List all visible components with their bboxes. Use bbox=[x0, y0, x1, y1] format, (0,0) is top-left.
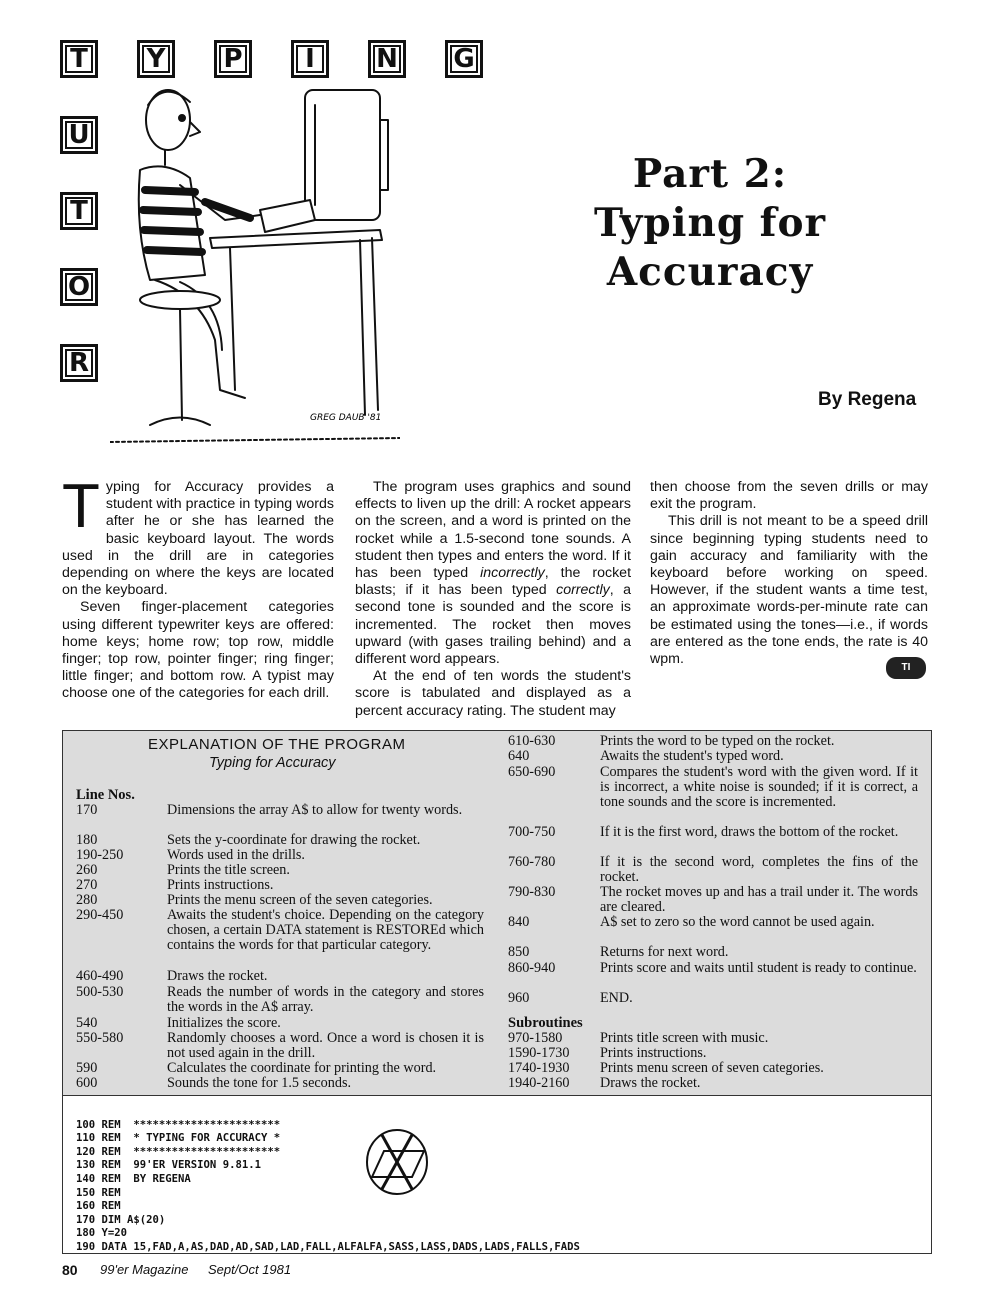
explanation-heading: EXPLANATION OF THE PROGRAM bbox=[148, 736, 406, 753]
code-line: 190 DATA 15,FAD,A,AS,DAD,AD,SAD,LAD,FALL,ALFALFA,SASS,LASS,DADS,LADS,FALLS,FADS bbox=[76, 1240, 580, 1253]
byline: By Regena bbox=[818, 389, 917, 410]
code-line: 120 REM *********************** bbox=[76, 1145, 281, 1158]
subroutines-heading: Subroutines bbox=[508, 1015, 583, 1031]
page-number: 80 bbox=[62, 1262, 78, 1278]
col3-paragraph-2: This drill is not meant to be a speed drill since beginning typing students need to gain accuracy and familiarity with the keyboard before working on speed. However, if the student wants a time test, an approximate words-per-minute rate can be estimated using the tones—i.e., if words are entered as the tone ends, the rate is 40 wpm. bbox=[650, 513, 928, 668]
logo-letter-o: O bbox=[60, 268, 98, 306]
code-line: 110 REM * TYPING FOR ACCURACY * bbox=[76, 1132, 281, 1145]
logo-letter-u: U bbox=[60, 116, 98, 154]
title-line-3: Accuracy bbox=[606, 249, 814, 295]
ti-end-mark-icon: TI bbox=[886, 657, 926, 679]
code-listing bbox=[76, 1105, 580, 1268]
col2-paragraph-1: The program uses graphics and sound effects to liven up the drill: A rocket appears on the screen, and a word is printed on the rocket while a 1.5-second tone sounds. A student then types and enters the word. If it has been typed incorrectly, the rocket blasts; if it has been typed correctly, a second tone is sounded and the score is incremented. The rocket then moves upward (with gases trailing behind) and a different word appears. bbox=[355, 479, 632, 668]
logo-letter-t: T bbox=[60, 40, 98, 78]
no-piracy-x-icon bbox=[358, 1127, 436, 1197]
col2-paragraph-2: At the end of ten words the student's score is tabulated and displayed as a percent accuracy rating. The student may bbox=[355, 668, 631, 719]
logo-letter-t2: T bbox=[60, 192, 98, 230]
title-line-1: Part 2: bbox=[632, 151, 788, 197]
article-column-3 bbox=[650, 479, 928, 668]
article-column-1 bbox=[62, 472, 334, 703]
logo-letter-r: R bbox=[60, 344, 98, 382]
code-line: 140 REM BY REGENA bbox=[76, 1172, 191, 1185]
article-column-2 bbox=[355, 479, 631, 720]
title-line-2: Typing for bbox=[593, 200, 827, 246]
drop-cap: T bbox=[62, 472, 100, 541]
logo-letter-y: Y bbox=[137, 40, 175, 78]
explanation-subheading: Typing for Accuracy bbox=[209, 755, 336, 771]
code-line: 160 REM bbox=[76, 1200, 121, 1213]
article-title bbox=[560, 150, 860, 297]
logo-letter-p: P bbox=[214, 40, 252, 78]
code-line: 170 DIM A$(20) bbox=[76, 1213, 166, 1226]
col1-paragraph-2: Seven finger-placement categories using different typewriter keys are offered: home keys; home row; top row, middle finger; top row, pointer finger; ring finger; little finger; and bottom row. A typist may choose one of the categories for each drill. bbox=[62, 599, 334, 702]
code-line: 100 REM *********************** bbox=[76, 1118, 281, 1131]
student-typing-illustration bbox=[110, 60, 400, 445]
explanation-row: 170 Dimensions the array A$ to allow for twenty words. bbox=[76, 802, 463, 818]
artist-signature: GREG DAUB '81 bbox=[310, 413, 382, 423]
code-line: 150 REM bbox=[76, 1186, 121, 1199]
line-nos-heading: Line Nos. bbox=[76, 787, 135, 803]
issue-date: Sept/Oct 1981 bbox=[208, 1262, 292, 1277]
code-line: 180 Y=20 bbox=[76, 1227, 128, 1240]
col1-paragraph-1: yping for Accuracy provides a student with practice in typing words after he or she has learned the basic keyboard layout. The words used in the drill are in categories depending on where the keys are located on the keyboard. bbox=[62, 479, 334, 599]
logo-letter-n: N bbox=[368, 40, 406, 78]
logo-letter-g: G bbox=[445, 40, 483, 78]
logo-letter-i: I bbox=[291, 40, 329, 78]
magazine-name: 99'er Magazine bbox=[100, 1262, 189, 1277]
code-line: 130 REM 99'ER VERSION 9.81.1 bbox=[76, 1159, 261, 1172]
col3-paragraph-1: then choose from the seven drills or may exit the program. bbox=[650, 479, 928, 513]
